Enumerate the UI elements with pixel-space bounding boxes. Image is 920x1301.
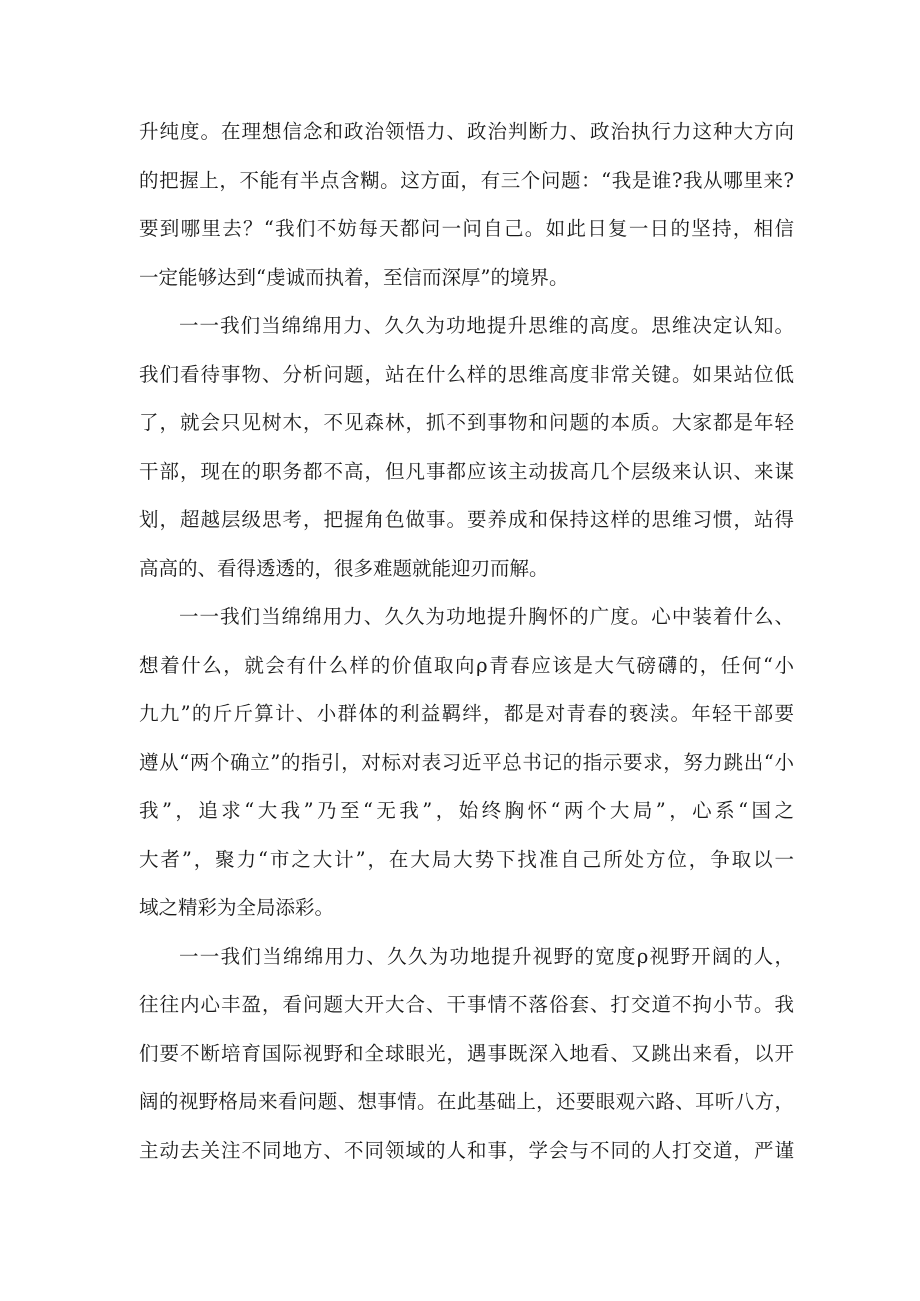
- text-line: 的把握上，不能有半点含糊。这方面，有三个问题：“我是谁?我从哪里来?: [139, 168, 794, 192]
- paragraph-1: [139, 108, 794, 302]
- text-line: 往往内心丰盈，看问题大开大合、干事情不落俗套、打交道不拘小节。我: [139, 993, 794, 1016]
- text-line: 升纯度。在理想信念和政治领悟力、政治判断力、政治执行力这种大方向: [139, 120, 794, 143]
- paragraph-2: [139, 302, 794, 593]
- text-line: 九九”的斤斤算计、小群体的利益羁绊，都是对青春的亵渎。年轻干部要: [139, 702, 794, 725]
- text-line: 干部，现在的职务都不高，但凡事都应该主动拔高几个层级来认识、来谋: [139, 459, 794, 483]
- paragraph-3: [139, 593, 794, 933]
- text-line: 阔的视野格局来看问题、想事情。在此基础上，还要眼观六路、耳听八方，: [139, 1090, 794, 1113]
- text-line: 我”，追求“大我”乃至“无我”，始终胸怀“两个大局”，心系“国之: [139, 799, 794, 822]
- text-line: 一一我们当绵绵用力、久久为功地提升胸怀的广度。心中装着什么、: [179, 605, 794, 628]
- text-line: 划，超越层级思考，把握角色做事。要养成和保持这样的思维习惯，站得: [139, 508, 794, 531]
- text-line: 高高的、看得透透的，很多难题就能迎刃而解。: [139, 556, 549, 580]
- text-line: 域之精彩为全局添彩。: [139, 896, 335, 919]
- text-line: 们要不断培育国际视野和全球眼光，遇事既深入地看、又跳出来看，以开: [139, 1041, 794, 1065]
- text-line: 想着什么，就会有什么样的价值取向ρ青春应该是大气磅礴的，任何“小: [139, 653, 794, 677]
- text-line: 一一我们当绵绵用力、久久为功地提升视野的宽度ρ视野开阔的人，: [179, 944, 794, 968]
- paragraph-4: [139, 933, 794, 1176]
- text-line: 一一我们当绵绵用力、久久为功地提升思维的高度。思维决定认知。: [179, 314, 794, 337]
- text-line: 大者”，聚力“市之大计”，在大局大势下找准自己所处方位，争取以一: [139, 847, 794, 871]
- text-line: 主动去关注不同地方、不同领域的人和事，学会与不同的人打交道，严谨: [139, 1138, 794, 1162]
- text-line: 要到哪里去？“我们不妨每天都问一问自己。如此日复一日的坚持，相信: [139, 217, 794, 240]
- text-line: 遵从“两个确立”的指引，对标对表习近平总书记的指示要求，努力跳出“小: [139, 750, 794, 774]
- text-line: 一定能够达到“虔诚而执着，至信而深厚”的境界。: [139, 265, 569, 289]
- text-line: 了，就会只见树木，不见森林，抓不到事物和问题的本质。大家都是年轻: [139, 411, 794, 434]
- text-line: 我们看待事物、分析问题，站在什么样的思维高度非常关键。如果站位低: [139, 362, 794, 386]
- document-body: [139, 108, 794, 1175]
